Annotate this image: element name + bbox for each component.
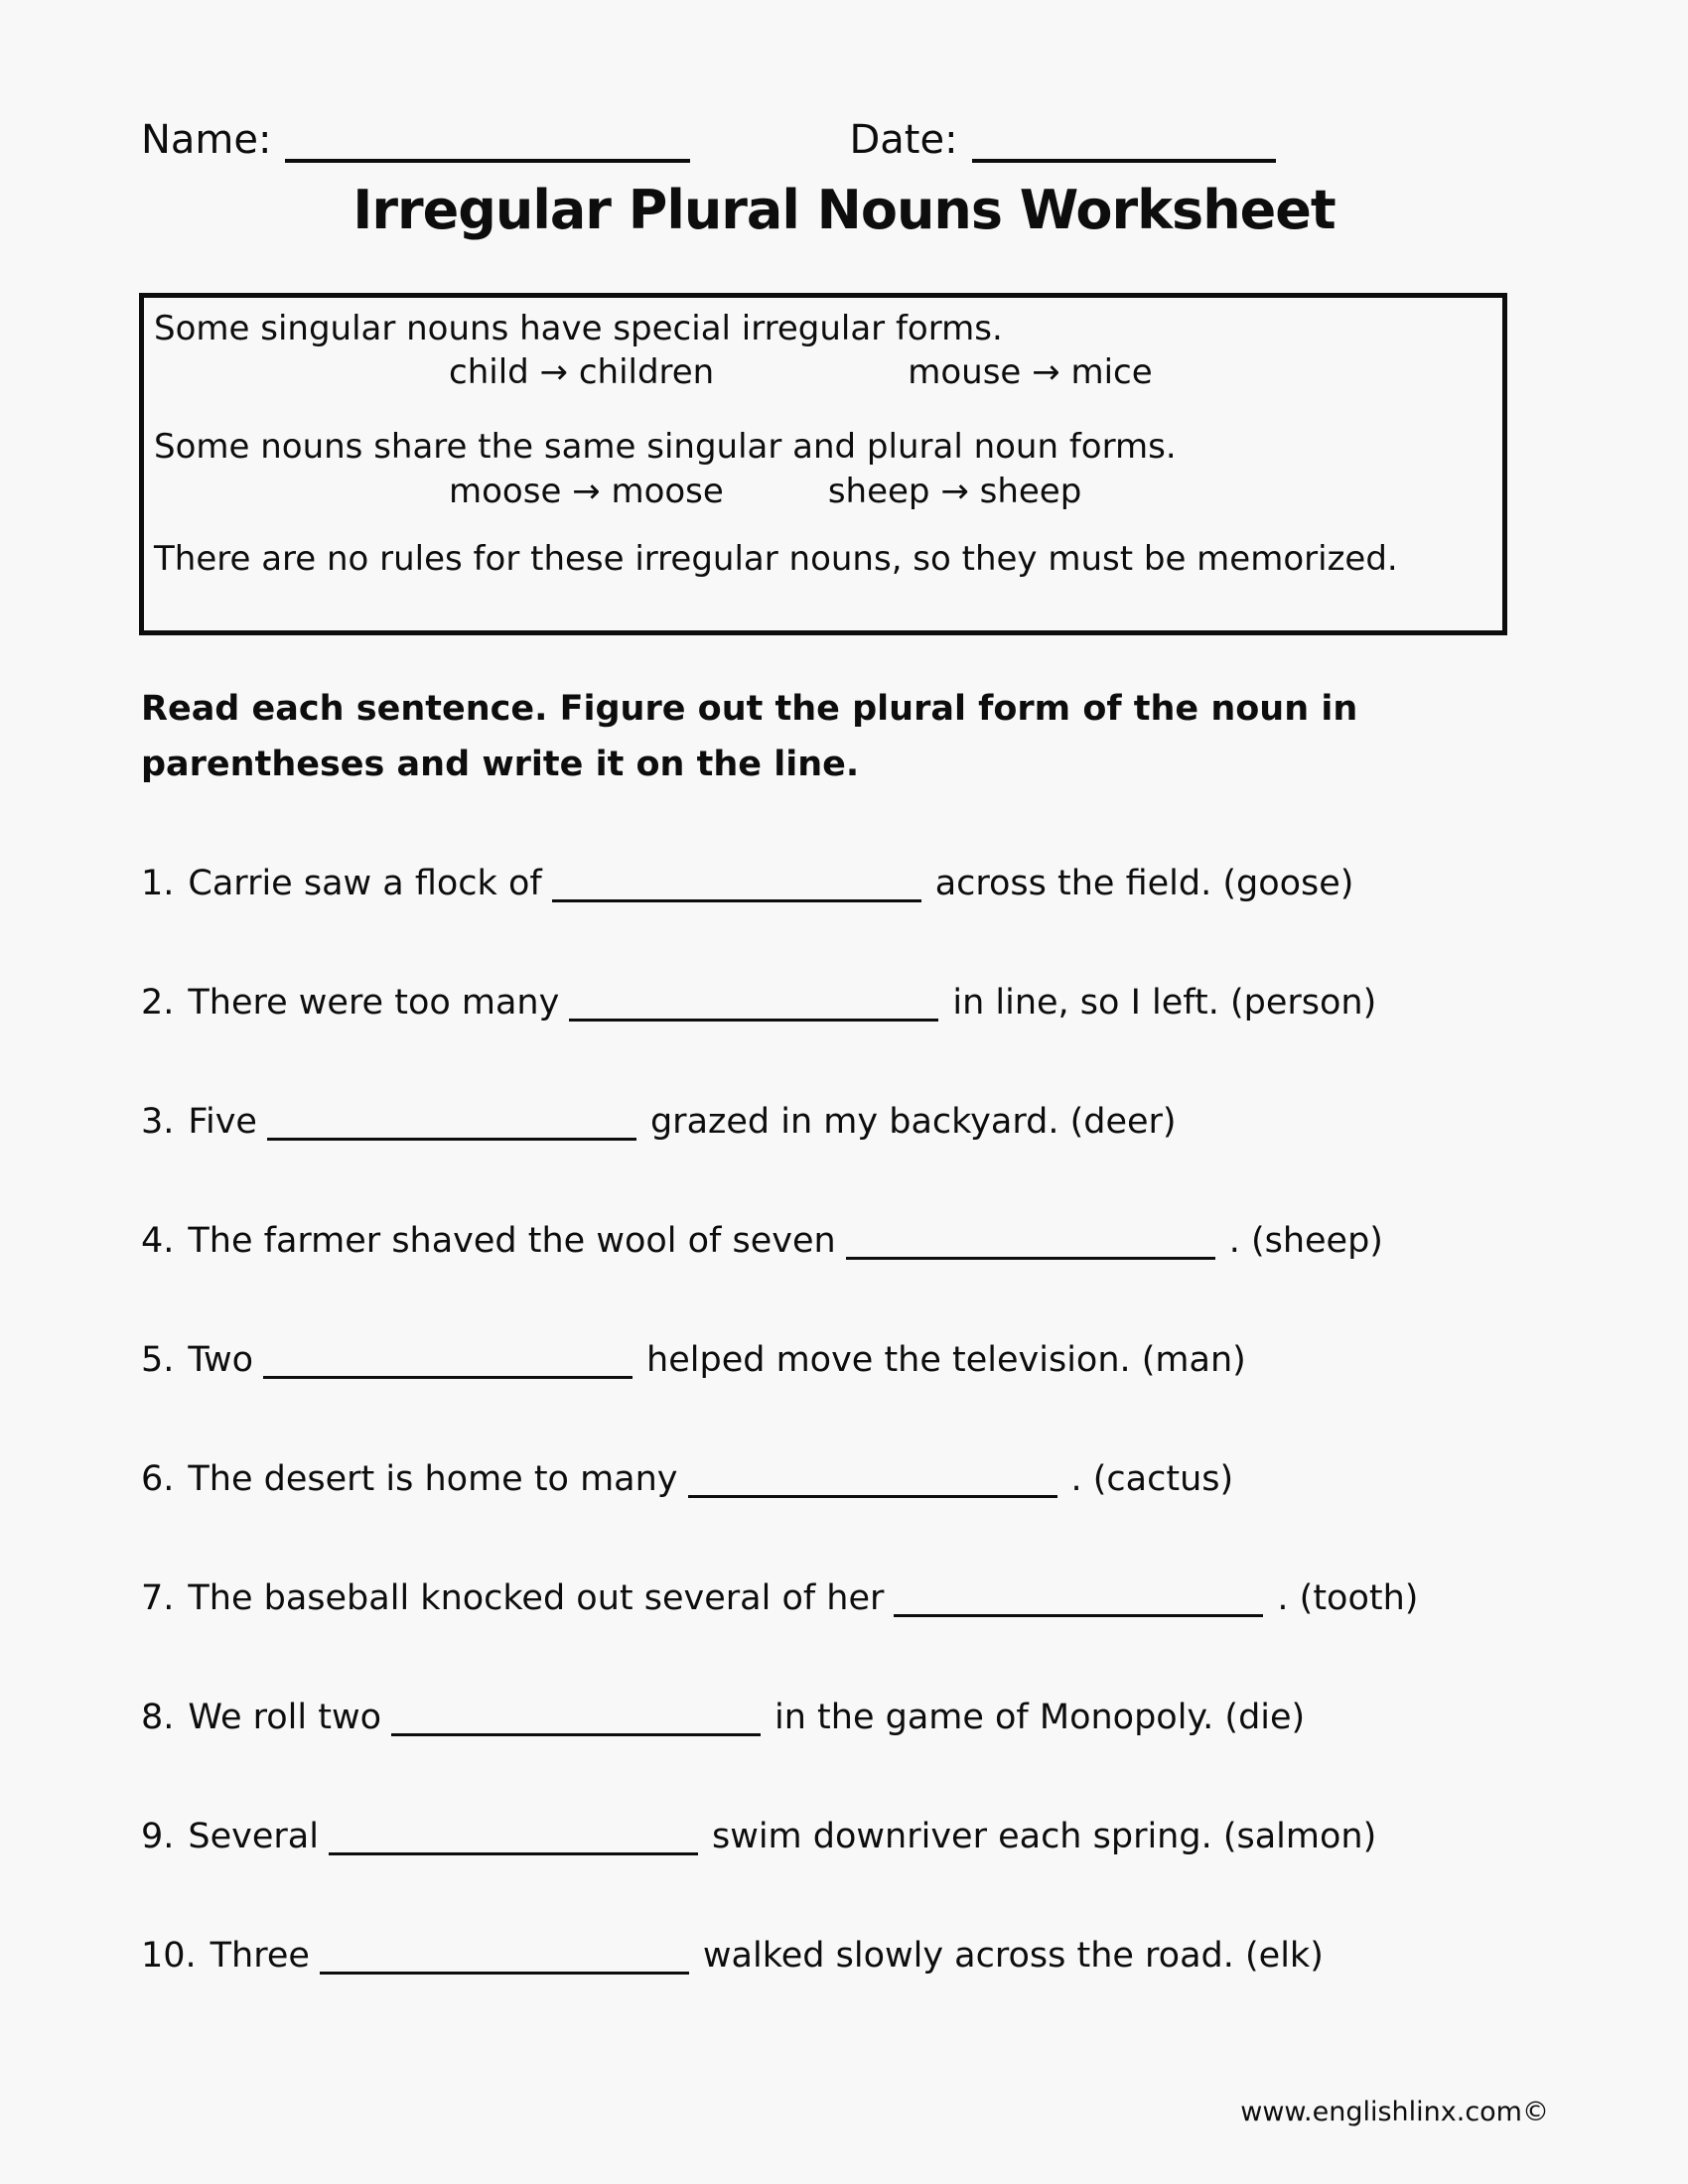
item-number: 9. [141, 1817, 175, 1856]
answer-blank-9[interactable] [329, 1823, 698, 1855]
rule-memorize: There are no rules for these irregular nouns, so they must be memorized. [154, 539, 1398, 579]
rule-same-forms: Some nouns share the same singular and plural noun forms. [154, 427, 1177, 467]
examples-row-1 [144, 351, 1502, 393]
item-text-after-blank: in the game of Monopoly. (die) [774, 1698, 1306, 1737]
question-1 [141, 862, 1601, 981]
examples-row-2 [144, 471, 1502, 512]
question-6 [141, 1457, 1601, 1576]
item-number: 10. [141, 1936, 197, 1976]
question-9 [141, 1815, 1601, 1934]
item-number: 3. [141, 1102, 175, 1142]
answer-blank-6[interactable] [688, 1465, 1057, 1498]
question-5 [141, 1338, 1601, 1457]
question-list [141, 862, 1601, 2053]
page-title: Irregular Plural Nouns Worksheet [352, 179, 1336, 241]
rule-irregular-forms: Some singular nouns have special irregular forms. [154, 309, 1003, 348]
date-input-line[interactable] [972, 149, 1276, 163]
item-number: 4. [141, 1221, 175, 1261]
item-number: 5. [141, 1340, 175, 1380]
answer-blank-5[interactable] [263, 1346, 633, 1379]
answer-blank-3[interactable] [267, 1108, 636, 1141]
example-pair-moose: moose → moose [449, 472, 724, 511]
item-text-after-blank: grazed in my backyard. (deer) [649, 1102, 1177, 1142]
item-text-before-blank: Carrie saw a flock of [188, 864, 542, 903]
item-text-before-blank: Two [188, 1340, 254, 1380]
answer-blank-1[interactable] [552, 870, 921, 902]
name-label: Name: [141, 117, 272, 163]
answer-blank-10[interactable] [320, 1942, 689, 1975]
item-text-before-blank: Five [188, 1102, 257, 1142]
item-text-after-blank: across the field. (goose) [934, 864, 1354, 903]
item-number: 1. [141, 864, 175, 903]
question-3 [141, 1100, 1601, 1219]
item-text-before-blank: Several [188, 1817, 319, 1856]
item-text-after-blank: helped move the television. (man) [646, 1340, 1246, 1380]
question-10 [141, 1934, 1601, 2053]
question-2 [141, 981, 1601, 1100]
footer-credit: www.englishlinx.com© [1240, 2097, 1549, 2127]
item-text-before-blank: There were too many [188, 983, 560, 1023]
item-text-after-blank: in line, so I left. (person) [952, 983, 1377, 1023]
example-pair-mouse: mouse → mice [908, 352, 1153, 392]
answer-blank-7[interactable] [894, 1584, 1263, 1617]
item-text-after-blank: . (sheep) [1228, 1221, 1383, 1261]
question-4 [141, 1219, 1601, 1338]
question-8 [141, 1696, 1601, 1815]
item-text-after-blank: walked slowly across the road. (elk) [702, 1936, 1324, 1976]
item-text-after-blank: . (tooth) [1277, 1578, 1419, 1618]
answer-blank-4[interactable] [846, 1227, 1215, 1260]
item-text-after-blank: swim downriver each spring. (salmon) [711, 1817, 1377, 1856]
answer-blank-2[interactable] [569, 989, 938, 1022]
item-number: 2. [141, 983, 175, 1023]
item-text-after-blank: . (cactus) [1070, 1459, 1234, 1499]
header-row [141, 117, 1276, 163]
name-input-line[interactable] [285, 149, 690, 163]
question-7 [141, 1576, 1601, 1696]
answer-blank-8[interactable] [391, 1704, 761, 1736]
date-label: Date: [849, 117, 958, 163]
rules-box [139, 293, 1507, 635]
instructions-text: Read each sentence. Figure out the plural form of the noun in parentheses and write it on the line. [141, 689, 1358, 784]
item-number: 6. [141, 1459, 175, 1499]
item-text-before-blank: We roll two [188, 1698, 381, 1737]
example-pair-child: child → children [449, 352, 715, 392]
item-text-before-blank: Three [210, 1936, 310, 1976]
example-pair-sheep: sheep → sheep [827, 472, 1082, 511]
item-number: 7. [141, 1578, 175, 1618]
item-text-before-blank: The farmer shaved the wool of seven [188, 1221, 836, 1261]
item-number: 8. [141, 1698, 175, 1737]
item-text-before-blank: The baseball knocked out several of her [188, 1578, 885, 1618]
item-text-before-blank: The desert is home to many [188, 1459, 678, 1499]
